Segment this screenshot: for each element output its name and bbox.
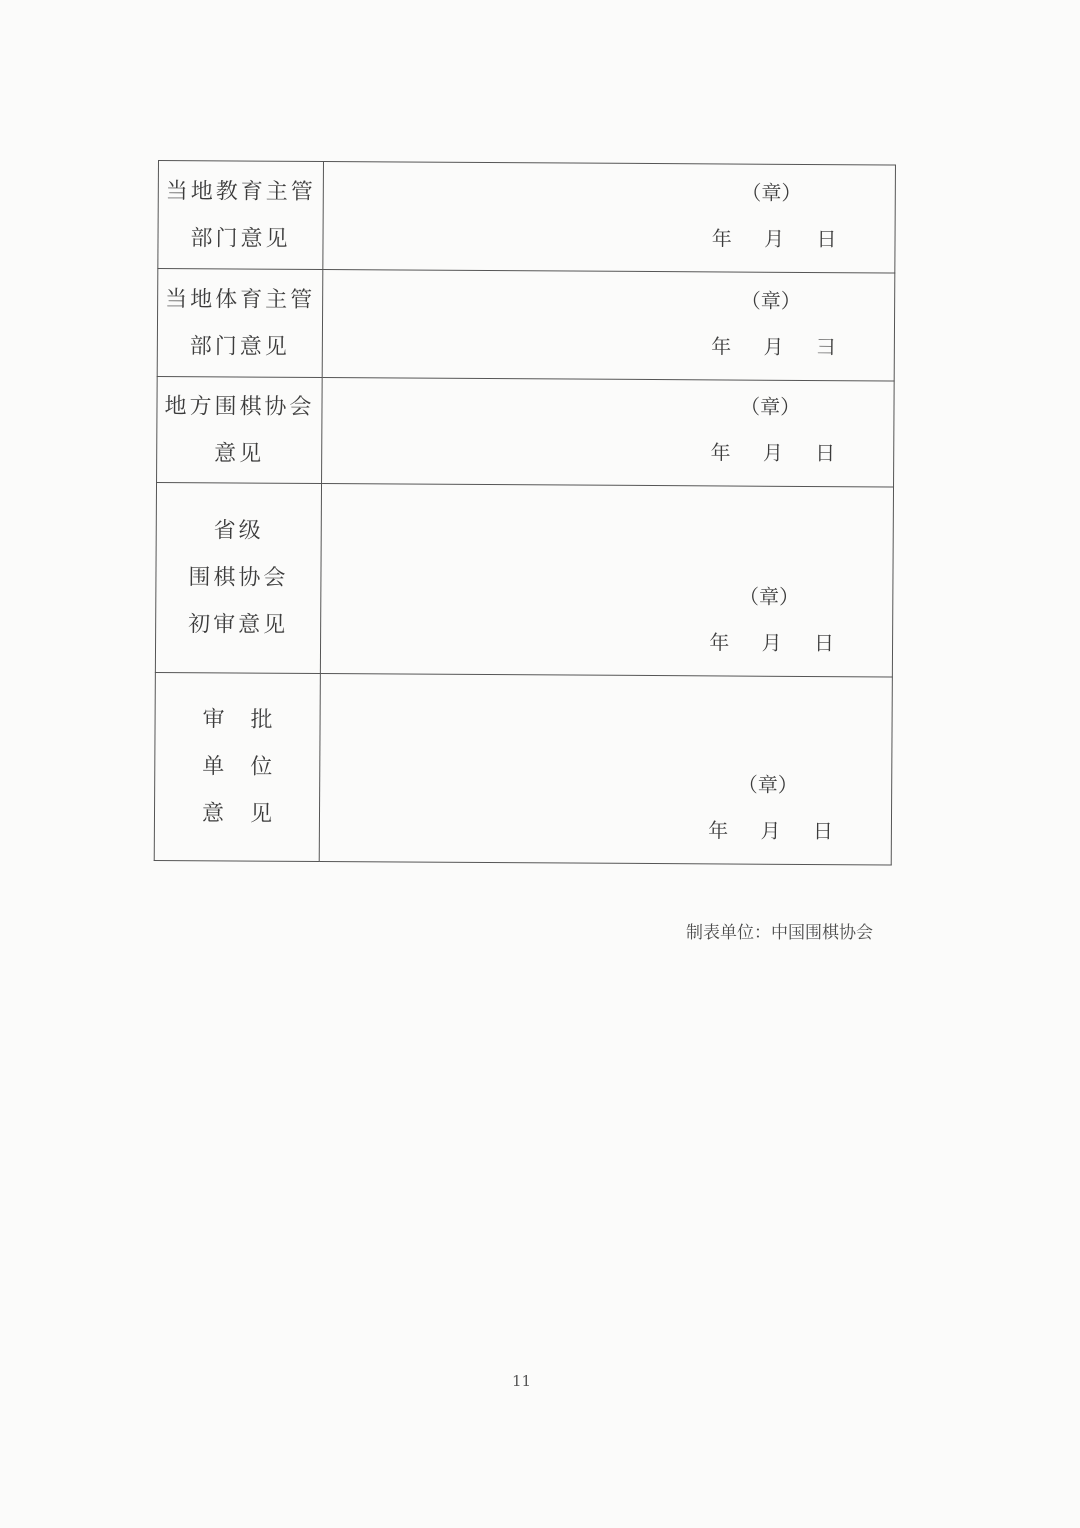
label-local-go-association: [157, 376, 323, 483]
label-line: 意见: [214, 440, 265, 467]
opinion-field-approval-unit[interactable]: [319, 674, 892, 865]
label-line: 省级: [213, 518, 264, 544]
date-month: 月: [762, 440, 783, 465]
row-provincial-go-association: [155, 482, 893, 676]
seal-date-block: [709, 573, 834, 666]
opinion-field-local-go-association[interactable]: [322, 378, 895, 487]
label-line: 意见: [201, 801, 299, 827]
opinion-field-education-dept[interactable]: [323, 162, 896, 273]
label-education-dept: [158, 161, 324, 270]
date-year: 年: [709, 630, 730, 655]
date-month: 月: [763, 334, 784, 359]
date-year: 年: [708, 818, 729, 843]
label-sports-dept: [157, 269, 323, 378]
label-line: 审批: [202, 707, 299, 733]
seal-date-block: [711, 277, 836, 370]
label-line: 初审意见: [188, 612, 289, 638]
date-month: 月: [760, 818, 781, 843]
row-sports-dept: [157, 269, 895, 382]
seal-date-block: [712, 169, 837, 262]
date-row: [712, 215, 837, 262]
date-row: [708, 807, 833, 854]
label-approval-unit: [154, 672, 320, 861]
page-number: 11: [512, 1372, 532, 1390]
date-year: 年: [711, 226, 732, 251]
date-day: 日: [812, 819, 833, 844]
date-month: 月: [761, 630, 782, 655]
opinion-field-provincial-go-association[interactable]: [320, 484, 893, 677]
label-line: 部门意见: [190, 225, 291, 252]
date-day: 日: [815, 441, 836, 466]
approval-opinion-table: [154, 160, 896, 865]
date-year: 年: [710, 440, 731, 465]
seal-mark: （章）: [740, 288, 801, 313]
label-provincial-go-association: [155, 482, 321, 673]
opinion-field-sports-dept[interactable]: [322, 270, 895, 381]
row-approval-unit: [154, 672, 892, 864]
label-line: 单位: [202, 754, 299, 780]
seal-mark: （章）: [740, 394, 801, 419]
seal-mark: （章）: [741, 180, 802, 205]
date-day: 彐: [815, 335, 836, 360]
date-row: [710, 429, 835, 476]
date-year: 年: [711, 334, 732, 359]
date-row: [709, 619, 834, 666]
seal-date-block: [708, 761, 833, 854]
label-line: 地方围棋协会: [164, 393, 315, 420]
label-line: 部门意见: [189, 333, 290, 360]
date-day: 日: [813, 631, 835, 656]
seal-mark: （章）: [737, 772, 798, 797]
label-line: 围棋协会: [188, 565, 289, 591]
form-maker-note: 制表单位：中国围棋协会: [686, 923, 873, 943]
seal-mark: （章）: [738, 584, 800, 609]
label-line: 当地体育主管: [165, 286, 316, 313]
row-education-dept: [158, 161, 896, 274]
date-month: 月: [764, 226, 785, 251]
row-local-go-association: [157, 376, 895, 487]
date-row: [711, 323, 836, 370]
label-line: 当地教育主管: [165, 178, 316, 205]
seal-date-block: [710, 383, 835, 476]
date-day: 日: [816, 227, 837, 252]
